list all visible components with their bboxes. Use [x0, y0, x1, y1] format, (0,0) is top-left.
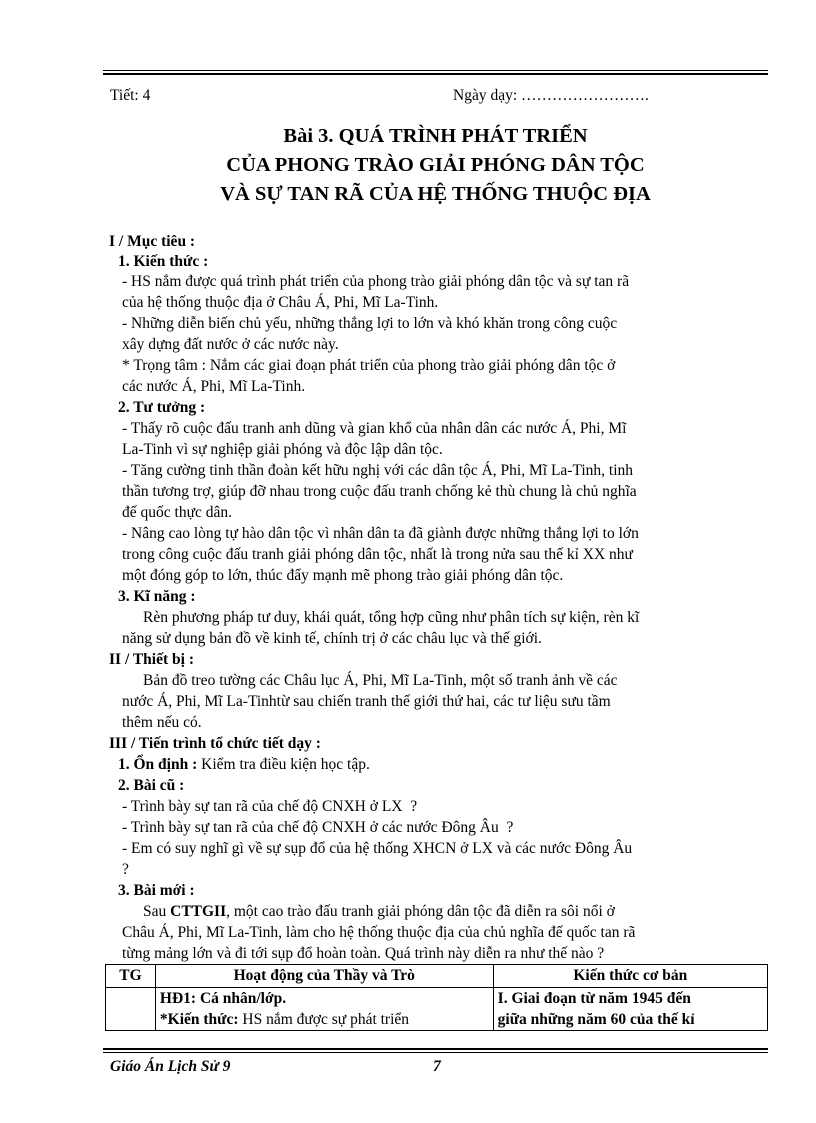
subsection-heading: 2. Tư tưởng :: [118, 399, 206, 416]
activity-title: HĐ1: Cá nhân/lớp.: [159, 990, 287, 1007]
text-line: từng mảng lớn và đi tới sụp đổ hoàn toàn. Quá trình này diễn ra như thế nào ?: [122, 945, 605, 962]
text-line: - Những diễn biến chủ yếu, những thắng lợi to lớn và khó khăn trong công cuộc: [122, 315, 618, 332]
subsection-heading: 2. Bài cũ :: [118, 777, 185, 794]
text-line: Bản đồ treo tường các Châu lục Á, Phi, Mĩ La-Tinh, một số tranh ảnh về các: [143, 672, 618, 689]
text-line: thần tương trợ, giúp đỡ nhau trong cuộc đấu tranh chống kẻ thù chung là chủ nghĩa: [122, 483, 637, 500]
table-row: [106, 988, 768, 1031]
text-line: nước Á, Phi, Mĩ La-Tinhtừ sau chiến tranh thế giới thứ hai, các tư liệu sưu tầm: [122, 693, 611, 710]
stabilize-line: [118, 754, 370, 775]
top-rule-thin: [103, 70, 768, 71]
text-line: La-Tinh vì sự nghiệp giải phóng và độc lập dân tộc.: [122, 441, 443, 458]
text-line: - Thấy rõ cuộc đấu tranh anh dũng và gian khổ của nhân dân các nước Á, Phi, Mĩ: [122, 420, 627, 437]
text-line: của hệ thống thuộc địa ở Châu Á, Phi, Mĩ La-Tinh.: [122, 294, 439, 311]
cell-knowledge: [493, 988, 767, 1031]
lesson-number: Tiết: 4: [110, 87, 151, 104]
cell-activity: [155, 988, 493, 1031]
subsection-heading: 3. Kĩ năng :: [118, 588, 196, 605]
text-line: trong công cuộc đấu tranh giải phóng dân tộc, nhất là trong nửa sau thế kỉ XX như: [122, 546, 633, 563]
text-line: các nước Á, Phi, Mĩ La-Tinh.: [122, 378, 306, 395]
subsection-heading: 1. Ổn định :: [118, 756, 198, 773]
text-line: Rèn phương pháp tư duy, khái quát, tổng hợp cũng như phân tích sự kiện, rèn kĩ: [143, 609, 640, 626]
knowledge-line: I. Giai đoạn từ năm 1945 đến: [497, 990, 691, 1007]
text-line: - HS nắm được quá trình phát triển của phong trào giải phóng dân tộc và sự tan rã: [122, 273, 630, 290]
title-line-2: CỦA PHONG TRÀO GIẢI PHÓNG DÂN TỘC: [226, 154, 645, 176]
text-line: - Trình bày sự tan rã của chế độ CNXH ở LX ?: [122, 798, 418, 815]
subsection-heading: 1. Kiến thức :: [118, 253, 209, 270]
knowledge-line: giữa những năm 60 của thế kỉ: [497, 1011, 695, 1028]
text-line: một đóng góp to lớn, thúc đẩy mạnh mẽ phong trào giải phóng dân tộc.: [122, 567, 564, 584]
header-time: TG: [106, 965, 156, 988]
bottom-rule-thin: [103, 1052, 768, 1053]
teaching-date: Ngày dạy: …………………….: [453, 87, 649, 104]
text-line: thêm nếu có.: [122, 714, 202, 731]
title-line-1: Bài 3. QUÁ TRÌNH PHÁT TRIỂN: [283, 125, 588, 147]
text-run: Sau: [143, 903, 171, 920]
cell-time: [106, 988, 156, 1031]
text-line: ?: [122, 861, 129, 878]
text-line: - Trình bày sự tan rã của chế độ CNXH ở các nước Đông Âu ?: [122, 819, 514, 836]
text-line: - Tăng cường tinh thần đoàn kết hữu nghị với các dân tộc Á, Phi, Mĩ La-Tinh, tinh: [122, 462, 634, 479]
lesson-table: [105, 964, 768, 1031]
text-line: xây dựng đất nước ở các nước này.: [122, 336, 339, 353]
section-heading: II / Thiết bị :: [109, 651, 194, 668]
text-line: Kiểm tra điều kiện học tập.: [197, 756, 370, 773]
top-rule-thick: [103, 73, 768, 75]
bottom-rule-thick: [103, 1048, 768, 1050]
text-line: đế quốc thực dân.: [122, 504, 232, 521]
text-line: - Nâng cao lòng tự hào dân tộc vì nhân dân ta đã giành được những thắng lợi to lớn: [122, 525, 639, 542]
text-run: , một cao trào đấu tranh giải phóng dân tộc đã diễn ra sôi nổi ở: [226, 903, 615, 920]
footer-book-title: Giáo Án Lịch Sử 9: [110, 1058, 231, 1075]
section-heading: I / Mục tiêu :: [109, 233, 196, 250]
activity-body: HS nắm được sự phát triển: [238, 1011, 410, 1028]
activity-text: [160, 1010, 489, 1030]
section-heading: III / Tiến trình tổ chức tiết dạy :: [109, 735, 321, 752]
text-line: năng sử dụng bản đồ về kinh tế, chính trị ở các châu lục và thế giới.: [122, 630, 542, 647]
header-knowledge: Kiến thức cơ bản: [493, 965, 767, 988]
subsection-heading: 3. Bài mới :: [118, 882, 195, 899]
text-line: Châu Á, Phi, Mĩ La-Tinh, làm cho hệ thống thuộc địa của chủ nghĩa đế quốc tan rã: [122, 924, 636, 941]
page-number: 7: [433, 1058, 441, 1075]
text-line: - Em có suy nghĩ gì về sự sụp đổ của hệ thống XHCN ở LX và các nước Đông Âu: [122, 840, 633, 857]
text-line: * Trọng tâm : Nắm các giai đoạn phát triển của phong trào giải phóng dân tộc ở: [122, 357, 616, 374]
title-line-3: VÀ SỰ TAN RÃ CỦA HỆ THỐNG THUỘC ĐỊA: [220, 183, 651, 205]
text-run: CTTGII: [170, 903, 227, 920]
text-line: [143, 901, 768, 922]
table-header-row: [106, 965, 768, 988]
header-activity: Hoạt động của Thầy và Trò: [155, 965, 493, 988]
activity-label: *Kiến thức:: [159, 1011, 239, 1028]
